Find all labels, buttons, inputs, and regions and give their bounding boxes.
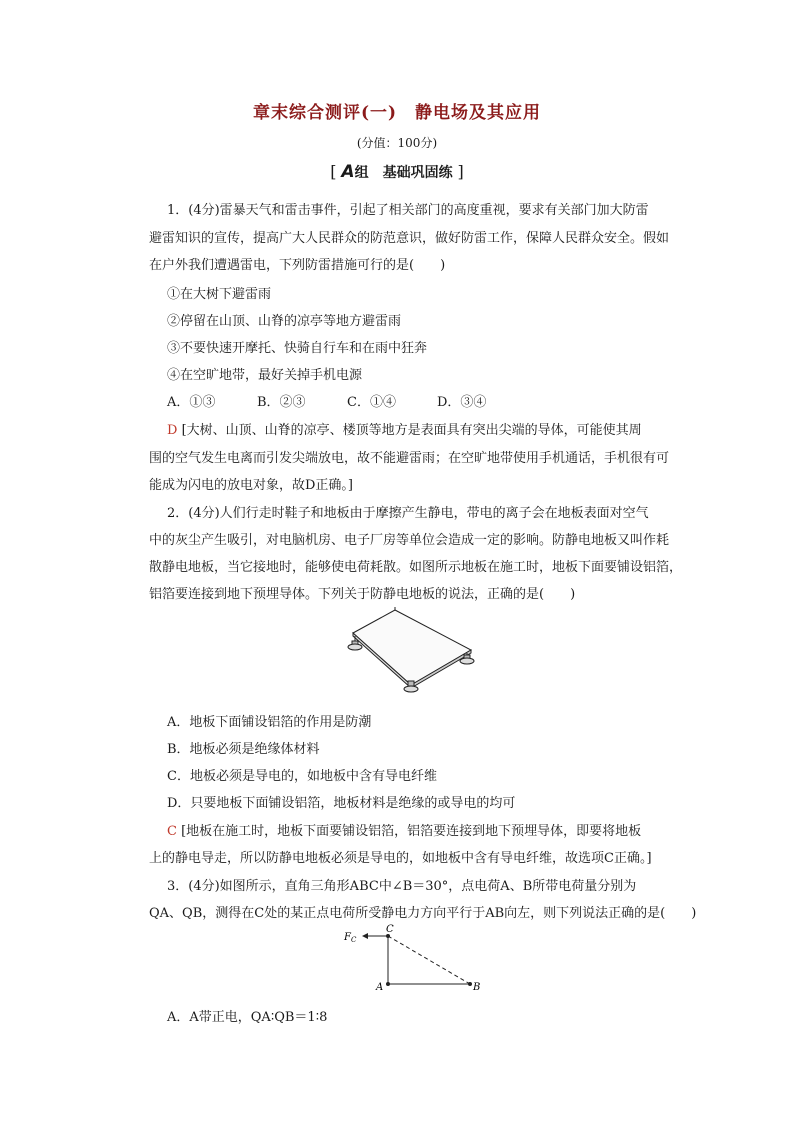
q1-line-3: 在户外我们遭遇雷电，下列防雷措施可行的是( ) — [149, 258, 446, 273]
section-open-bracket: [ — [330, 162, 337, 181]
q1-explanation-2: 围的空气发生电离而引发尖端放电，故不能避雷雨；在空旷地带使用手机通话，手机很有可 — [149, 451, 670, 466]
q3-option-a: A．A带正电，QA∶QB＝1∶8 — [167, 1010, 328, 1025]
q2-line-2: 中的灰尘产生吸引，对电脑机房、电子厂房等单位会造成一定的影响。防静电地板又叫作耗 — [149, 533, 670, 548]
triangle-abc-figure — [340, 922, 490, 998]
section-header — [0, 162, 794, 182]
antistatic-floor-figure — [343, 605, 483, 700]
q1-line-1: 1．(4分)雷暴天气和雷击事件，引起了相关部门的高度重视，要求有关部门加大防雷 — [167, 203, 649, 218]
q2-option-d: D．只要地板下面铺设铝箔，地板材料是绝缘的或导电的均可 — [167, 796, 516, 811]
page-title: 章末综合测评(一) 静电场及其应用 — [252, 103, 542, 123]
label-b: B — [473, 982, 481, 993]
q1-item-4: ④在空旷地带，最好关掉手机电源 — [167, 368, 363, 383]
q1-answer-letter: D — [167, 423, 178, 438]
q2-explanation-1 — [167, 820, 641, 839]
q1-option-c: C．①④ — [347, 395, 396, 410]
q1-explanation-1 — [167, 419, 642, 438]
label-a: A — [376, 982, 384, 993]
q1-item-1: ①在大树下避雷雨 — [167, 287, 272, 302]
q3-line-2: QA、QB，测得在C处的某正点电荷所受静电力方向平行于AB向左，则下列说法正确的是( ) — [149, 906, 697, 921]
q2-explanation-2: 上的静电导走，所以防静电地板必须是导电的，如地板中含有导电纤维，故选项C正确。] — [149, 851, 652, 866]
q2-line-4: 铝箔要连接到地下预埋导体。下列关于防静电地板的说法，正确的是( ) — [149, 587, 576, 602]
q1-explanation-3: 能成为闪电的放电对象，故D正确。] — [149, 478, 353, 493]
q1-explanation-text-1: [大树、山顶、山脊的凉亭、楼顶等地方是表面具有突出尖端的导体，可能使其周 — [181, 423, 642, 438]
label-c: C — [386, 924, 394, 935]
q3-line-1: 3．(4分)如图所示，直角三角形ABC中∠B＝30°，点电荷A、B所带电荷量分别为 — [167, 879, 637, 894]
q1-options — [167, 391, 486, 410]
q1-item-2: ②停留在山顶、山脊的凉亭等地方避雷雨 — [167, 314, 402, 329]
force-label: $F_C$ — [344, 932, 357, 944]
score-note: (分值：100分) — [356, 136, 438, 150]
section-letter: A — [341, 162, 355, 182]
section-title: 组 基础巩固练 — [354, 165, 453, 181]
q2-option-a: A．地板下面铺设铝箔的作用是防潮 — [167, 715, 372, 730]
q1-option-d: D．③④ — [437, 395, 487, 410]
q1-item-3: ③不要快速开摩托、快骑自行车和在雨中狂奔 — [167, 341, 428, 356]
q1-option-a: A．①③ — [167, 395, 216, 410]
section-close-bracket: ] — [457, 162, 464, 181]
q2-line-3: 散静电地板，当它接地时，能够使电荷耗散。如图所示地板在施工时，地板下面要铺设铝箔， — [149, 560, 683, 575]
q2-option-b: B．地板必须是绝缘体材料 — [167, 742, 320, 757]
q1-option-b: B．②③ — [257, 395, 306, 410]
q2-explanation-text-1: [地板在施工时，地板下面要铺设铝箔，铝箔要连接到地下预埋导体，即要将地板 — [181, 824, 642, 839]
q2-option-c: C．地板必须是导电的，如地板中含有导电纤维 — [167, 769, 437, 784]
q2-answer-letter: C — [167, 824, 177, 839]
q2-line-1: 2．(4分)人们行走时鞋子和地板由于摩擦产生静电，带电的离子会在地板表面对空气 — [167, 506, 649, 521]
q1-line-2: 避雷知识的宣传，提高广大人民群众的防范意识，做好防雷工作，保障人民群众安全。假如 — [149, 231, 670, 246]
